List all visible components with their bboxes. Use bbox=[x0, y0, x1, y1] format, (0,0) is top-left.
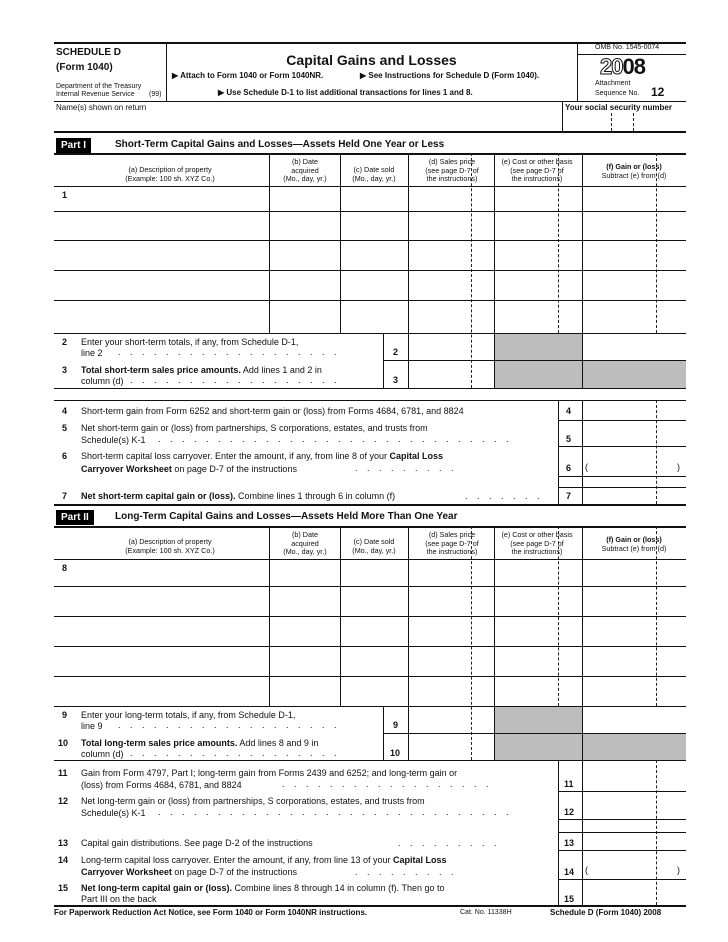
sequence-number: 12 bbox=[651, 85, 665, 99]
leader-dots: . . . . . . . . . bbox=[355, 463, 458, 473]
line-9-text-cont: line 9 bbox=[81, 721, 103, 731]
line-6-number: 6 bbox=[62, 451, 68, 461]
line-3-text-cont: column (d) bbox=[81, 376, 124, 386]
line-8-number: 8 bbox=[62, 563, 68, 573]
leader-dots: . . . . . . . . . bbox=[398, 838, 501, 848]
line-4-amount-field[interactable] bbox=[584, 401, 684, 420]
shaded-cell bbox=[583, 360, 686, 388]
col-e-header: (e) Cost or other basis (see page D-7 of the instructions) bbox=[501, 530, 573, 557]
line-10-text-cont: column (d) bbox=[81, 749, 124, 759]
name-rule bbox=[54, 101, 686, 102]
line-2-text-cont: line 2 bbox=[81, 348, 103, 358]
part-ii-rule bbox=[54, 526, 686, 528]
line-15-amount-field[interactable] bbox=[584, 880, 684, 905]
arrow-icon: ▶ bbox=[360, 71, 367, 80]
leader-dots: . . . . . . . . . bbox=[355, 867, 458, 877]
line-3-text: Total short-term sales price amounts. Add lines 1 and 2 in bbox=[81, 365, 322, 375]
irs-label: Internal Revenue Service bbox=[56, 91, 135, 98]
line-6-box: 6 bbox=[566, 463, 572, 473]
col-d-header: (d) Sales price (see page D-7 of the instructions) bbox=[425, 157, 479, 184]
leader-dots: . . . . . . . . . . . . . . . . . . . bbox=[118, 720, 341, 730]
line-13-text: Capital gain distributions. See page D-2 of the instructions bbox=[81, 838, 313, 848]
line-10-text: Total long-term sales price amounts. Add lines 8 and 9 in bbox=[81, 738, 319, 748]
line-4-box: 4 bbox=[566, 406, 572, 416]
open-paren: ( bbox=[585, 462, 588, 472]
line-5-text: Net short-term gain or (loss) from partnerships, S corporations, estates, and trusts from bbox=[81, 423, 428, 433]
open-paren: ( bbox=[585, 865, 588, 875]
header-divider-left bbox=[166, 42, 167, 102]
line-12-box: 12 bbox=[564, 807, 575, 817]
see-instructions: ▶ See Instructions for Schedule D (Form 1040). bbox=[360, 71, 540, 80]
leader-dots: . . . . . . . . . . . . . . . . . . . bbox=[118, 347, 341, 357]
line-7-amount-field[interactable] bbox=[584, 488, 684, 504]
form-title: Capital Gains and Losses bbox=[286, 52, 457, 68]
dept-label: Department of the Treasury bbox=[56, 83, 142, 90]
form-code: (99) bbox=[149, 91, 162, 98]
line-11-text-cont: (loss) from Forms 4684, 6781, and 8824 bbox=[81, 780, 242, 790]
line-9-number: 9 bbox=[62, 710, 68, 720]
line-12-text-cont: Schedule(s) K-1 bbox=[81, 808, 146, 818]
part-divider bbox=[54, 504, 686, 506]
ssn-divider bbox=[562, 101, 563, 131]
line-3-amount-field[interactable] bbox=[410, 361, 494, 388]
schedule-d1-instruction: ▶ Use Schedule D-1 to list additional transactions for lines 1 and 8. bbox=[218, 88, 473, 97]
row-rule bbox=[558, 819, 686, 820]
line-10-box: 10 bbox=[390, 748, 401, 758]
header-divider-right bbox=[577, 42, 578, 102]
line-15-box: 15 bbox=[564, 894, 575, 904]
part-ii-title: Long-Term Capital Gains and Losses—Assets Held More Than One Year bbox=[115, 511, 458, 522]
line-5-number: 5 bbox=[62, 423, 68, 433]
ssn-label: Your social security number bbox=[565, 103, 672, 112]
line-2-box: 2 bbox=[393, 347, 399, 357]
box-line bbox=[383, 707, 384, 760]
line-12-number: 12 bbox=[58, 796, 69, 806]
col-b-header: (b) Date acquired (Mo., day, yr.) bbox=[283, 157, 327, 184]
line-2-number: 2 bbox=[62, 337, 68, 347]
arrow-icon: ▶ bbox=[172, 71, 179, 80]
col-c-header: (c) Date sold (Mo., day, yr.) bbox=[352, 537, 396, 555]
line-7-text: Net short-term capital gain or (loss). Combine lines 1 through 6 in column (f) bbox=[81, 491, 396, 501]
part-i-label: Part I bbox=[56, 138, 91, 153]
line-2-amount-field[interactable] bbox=[410, 335, 494, 360]
line-6-text: Short-term capital loss carryover. Enter the amount, if any, from line 8 of your Capital Loss bbox=[81, 451, 443, 461]
line-1-number: 1 bbox=[62, 190, 68, 200]
line-13-number: 13 bbox=[58, 838, 69, 848]
line-12-amount-field[interactable] bbox=[584, 792, 684, 819]
line-11-text: Gain from Form 4797, Part I; long-term gain from Forms 2439 and 6252; and long-term gain or bbox=[81, 768, 458, 778]
line-14-amount-field[interactable] bbox=[592, 851, 676, 879]
shaded-cell bbox=[583, 733, 686, 760]
col-b-header: (b) Date acquired (Mo., day, yr.) bbox=[283, 530, 327, 557]
line-4-text: Short-term gain from Form 6252 and short-term gain or (loss) from Forms 4684, 6781, and 8824 bbox=[81, 406, 464, 416]
line-5-box: 5 bbox=[566, 434, 572, 444]
col-f-header: (f) Gain or (loss) Subtract (e) from (d) bbox=[601, 162, 667, 180]
close-paren: ) bbox=[677, 462, 680, 472]
name-field[interactable] bbox=[56, 113, 560, 131]
row-rule bbox=[54, 333, 686, 334]
ssn-field[interactable] bbox=[564, 113, 684, 131]
top-rule bbox=[54, 42, 686, 44]
part-i-title: Short-Term Capital Gains and Losses—Assets Held One Year or Less bbox=[115, 139, 445, 150]
attach-instruction: ▶ Attach to Form 1040 or Form 1040NR. bbox=[172, 71, 324, 80]
line-9-amount-field[interactable] bbox=[410, 708, 494, 733]
row-rule bbox=[54, 706, 686, 707]
part-i-rule bbox=[54, 153, 686, 155]
line-4-number: 4 bbox=[62, 406, 68, 416]
line-15-text: Net long-term capital gain or (loss). Combine lines 8 through 14 in column (f). Then go to bbox=[81, 883, 445, 893]
row-rule bbox=[558, 476, 686, 477]
close-paren: ) bbox=[677, 865, 680, 875]
leader-dots: . . . . . . . . . . . . . . . . . . . . . . . . . . . . . . bbox=[158, 807, 513, 817]
attachment-label: Attachment bbox=[595, 80, 631, 87]
footer-rule bbox=[54, 905, 686, 907]
line-10-amount-field[interactable] bbox=[410, 734, 494, 760]
catalog-number: Cat. No. 11338H bbox=[460, 909, 512, 916]
row-rule bbox=[54, 388, 686, 389]
line-3-box: 3 bbox=[393, 375, 399, 385]
col-a-header: (a) Description of property (Example: 100 sh. XYZ Co.) bbox=[125, 165, 215, 183]
line-5-text-cont: Schedule(s) K-1 bbox=[81, 435, 146, 445]
col-d-header: (d) Sales price (see page D-7 of the instructions) bbox=[425, 530, 479, 557]
col-f-header: (f) Gain or (loss) Subtract (e) from (d) bbox=[601, 535, 667, 553]
line-6-amount-field[interactable] bbox=[592, 447, 676, 476]
line-14-text: Long-term capital loss carryover. Enter the amount, if any, from line 13 of your Capital Loss bbox=[81, 855, 447, 865]
ssn-bottom-rule bbox=[54, 131, 686, 133]
leader-dots: . . . . . . . bbox=[465, 491, 544, 501]
box-line bbox=[383, 334, 384, 388]
line-15-number: 15 bbox=[58, 883, 69, 893]
line-13-box: 13 bbox=[564, 838, 575, 848]
line-2-text: Enter your short-term totals, if any, from Schedule D-1, bbox=[81, 337, 299, 347]
omb-number: OMB No. 1545-0074 bbox=[595, 44, 660, 51]
col-a-header: (a) Description of property (Example: 100 sh. XYZ Co.) bbox=[125, 537, 215, 555]
shaded-cell bbox=[495, 334, 582, 388]
line-1-entry-area[interactable] bbox=[56, 187, 684, 333]
leader-dots: . . . . . . . . . . . . . . . . . . . . . . . . . . . . . . bbox=[158, 434, 513, 444]
line-9-box: 9 bbox=[393, 720, 399, 730]
line-14-text-cont: Carryover Worksheet on page D-7 of the instructions bbox=[81, 867, 297, 877]
line-15-text-cont: Part III on the back bbox=[81, 894, 157, 904]
line-14-number: 14 bbox=[58, 855, 69, 865]
line-10-number: 10 bbox=[58, 738, 69, 748]
line-9-text: Enter your long-term totals, if any, from Schedule D-1, bbox=[81, 710, 296, 720]
leader-dots: . . . . . . . . . . . . . . . . . . bbox=[282, 779, 493, 789]
arrow-icon: ▶ bbox=[218, 88, 225, 97]
line-12-text: Net long-term gain or (loss) from partnerships, S corporations, estates, and trusts from bbox=[81, 796, 425, 806]
line-5-amount-field[interactable] bbox=[584, 421, 684, 446]
line-8-entry-area[interactable] bbox=[56, 560, 684, 706]
leader-dots: . . . . . . . . . . . . . . . . . . bbox=[130, 748, 341, 758]
form-footer-id: Schedule D (Form 1040) 2008 bbox=[550, 908, 662, 917]
tax-year: 2008 bbox=[600, 54, 645, 79]
line-13-amount-field[interactable] bbox=[584, 833, 684, 850]
part-ii-label: Part II bbox=[56, 510, 94, 525]
line-14-box: 14 bbox=[564, 867, 575, 877]
sequence-label: Sequence No. bbox=[595, 90, 640, 97]
line-11-number: 11 bbox=[58, 768, 68, 778]
col-e-header: (e) Cost or other basis (see page D-7 of the instructions) bbox=[501, 157, 573, 184]
line-6-text-cont: Carryover Worksheet on page D-7 of the instructions bbox=[81, 464, 297, 474]
leader-dots: . . . . . . . . . . . . . . . . . . bbox=[130, 375, 341, 385]
form-number: (Form 1040) bbox=[56, 62, 113, 73]
name-label: Name(s) shown on return bbox=[56, 103, 147, 112]
line-7-number: 7 bbox=[62, 491, 68, 501]
line-11-amount-field[interactable] bbox=[584, 761, 684, 791]
box-line bbox=[558, 400, 559, 504]
box-line bbox=[582, 400, 583, 504]
line-3-number: 3 bbox=[62, 365, 68, 375]
line-7-box: 7 bbox=[566, 491, 572, 501]
col-c-header: (c) Date sold (Mo., day, yr.) bbox=[352, 165, 396, 183]
line-11-box: 11 bbox=[564, 779, 574, 789]
schedule-name: SCHEDULE D bbox=[56, 47, 122, 58]
paperwork-notice: For Paperwork Reduction Act Notice, see Form 1040 or Form 1040NR instructions. bbox=[54, 908, 368, 917]
